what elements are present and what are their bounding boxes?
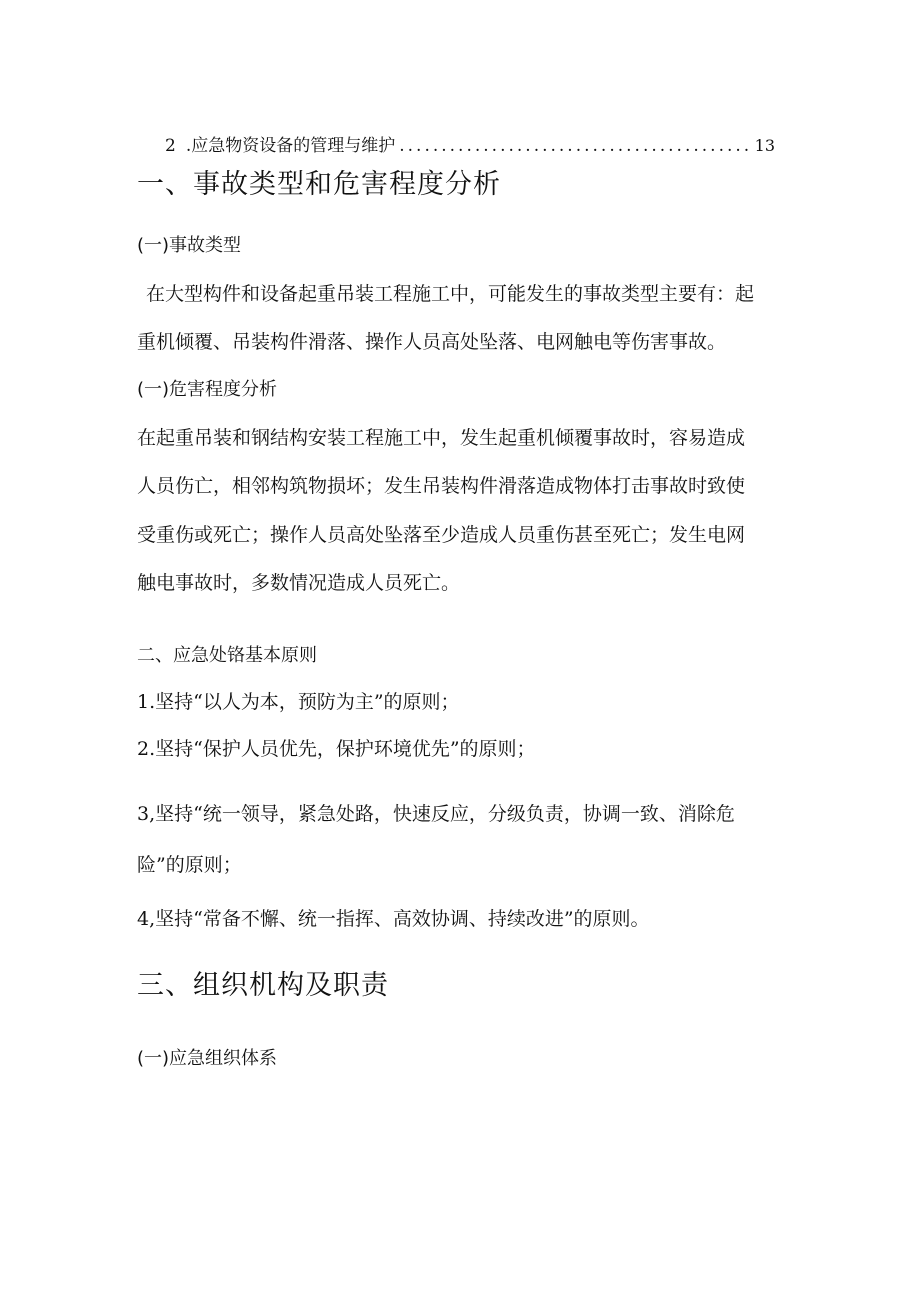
subheading-emergency-system: (一)应急组织体系 [137,1048,278,1069]
section-heading-principles: 二、应急处铬基本原则 [137,645,317,666]
principle-item-3: 3,坚持“统一领导，紧急处路，快速反应，分级负责，协调一致、消除危 [137,803,735,825]
section-heading-accident-types: 一、事故类型和危害程度分析 [137,169,501,200]
toc-entry-page: 13 [754,136,775,155]
paragraph-line: 受重伤或死亡；操作人员高处坠落至少造成人员重伤甚至死亡；发生电网 [137,524,746,546]
toc-dot-leader [399,136,750,156]
toc-entry[interactable] [165,131,775,156]
toc-entry-title: .应急物资设备的管理与维护 [185,136,396,156]
paragraph-line: 人员伤亡，相邻构筑物损坏；发生吊装构件滑落造成物体打击事故时致使 [137,475,746,497]
section-heading-organization: 三、组织机构及职责 [137,970,389,1001]
principle-item-3-continuation: 险”的原则； [137,854,242,876]
principle-item-2: 2.坚持“保护人员优先，保护环境优先”的原则； [137,738,536,760]
principle-item-4: 4,坚持“常备不懈、统一指挥、高效协调、持续改进”的原则。 [137,908,650,930]
principle-item-1: 1.坚持“以人为本，预防为主”的原则； [137,691,460,713]
paragraph-line: 重机倾覆、吊装构件滑落、操作人员高处坠落、电网触电等伤害事故。 [137,331,727,353]
subheading-hazard-analysis: (一)危害程度分析 [137,379,278,400]
paragraph-line: 触电事故时，多数情况造成人员死亡。 [137,572,461,594]
toc-entry-number: 2 [165,136,176,156]
subheading-accident-types: (一)事故类型 [137,235,242,256]
paragraph-line: 在起重吊装和钢结构安装工程施工中，发生起重机倾覆事故时，容易造成 [137,427,746,449]
paragraph-line: 在大型构件和设备起重吊装工程施工中，可能发生的事故类型主要有：起 [146,283,755,305]
